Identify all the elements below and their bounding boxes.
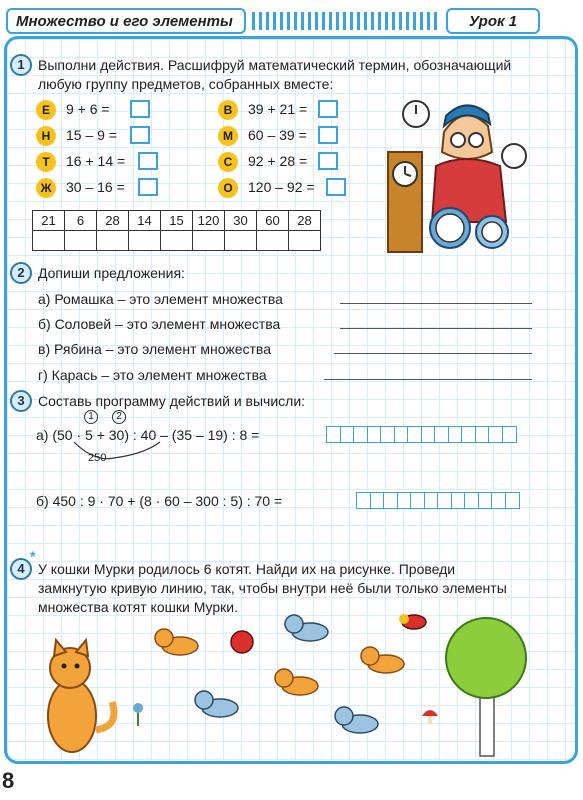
decode-cell: 21 (33, 211, 65, 231)
task-4-text-line3: множества котят кошки Мурки. (38, 599, 238, 615)
cipher-letter: Е (36, 100, 56, 120)
cats-illustration (30, 606, 550, 760)
cipher-letter: Н (36, 126, 56, 146)
answer-cell[interactable] (33, 231, 65, 251)
order-marker: 1 (84, 410, 98, 424)
kitten (275, 669, 318, 695)
cipher-letter: В (218, 100, 238, 120)
task-2-text: Допиши предложения: (38, 265, 185, 281)
task-4-number: 4 (10, 558, 32, 580)
answer-cell[interactable] (289, 231, 321, 251)
answer-cell[interactable] (225, 231, 257, 251)
answer-cell[interactable] (161, 231, 193, 251)
difficulty-star-icon: * (30, 548, 36, 564)
answer-box[interactable] (130, 100, 150, 118)
mother-cat (48, 640, 114, 752)
sentence: а) Ромашка – это элемент множества (38, 291, 283, 307)
task-4-text-line2: замкнутую кривую линию, так, чтобы внутри неё были только элементы (38, 580, 507, 596)
cipher-expression: 120 – 92 = (248, 179, 315, 195)
decode-cell: 28 (97, 211, 129, 231)
cipher-expression: 60 – 39 = (248, 127, 307, 143)
task-3-number: 3 (10, 390, 32, 412)
kitten (155, 629, 198, 655)
kitten (335, 707, 378, 733)
answer-cell[interactable] (129, 231, 161, 251)
hint-arc (64, 440, 164, 464)
tree (446, 618, 526, 756)
order-marker: 2 (112, 410, 126, 424)
small-clock (502, 144, 526, 168)
answer-line[interactable] (340, 328, 532, 329)
cipher-expression: 15 – 9 = (66, 127, 117, 143)
answer-box[interactable] (326, 178, 346, 196)
cipher-expression: 39 + 21 = (248, 101, 308, 117)
answer-box[interactable] (318, 152, 338, 170)
ball (231, 631, 253, 653)
header-stripe (252, 12, 440, 30)
answer-box[interactable] (318, 100, 338, 118)
decode-cell: 14 (129, 211, 161, 231)
decode-cell: 15 (161, 211, 193, 231)
cipher-letter: С (218, 152, 238, 172)
answer-box[interactable] (318, 126, 338, 144)
task-3-text: Составь программу действий и вычисли: (38, 393, 306, 409)
expression-a: а) (50 · 5 + 30) : 40 – (35 – 19) : 8 = (36, 427, 260, 443)
cipher-letter: М (218, 126, 238, 146)
kitten (195, 691, 238, 717)
expression-b: б) 450 : 9 · 70 + (8 · 60 – 300 : 5) : 70 = (36, 493, 283, 509)
mushroom (422, 710, 438, 724)
answer-cell[interactable] (65, 231, 97, 251)
task-4-text-line1: У кошки Мурки родилось 6 котят. Найди их на рисунке. Проведи (38, 561, 456, 577)
task-1-text-line1: Выполни действия. Расшифруй математический термин, обозначающий (38, 57, 512, 73)
decode-table (32, 210, 321, 251)
lesson-number: Урок 1 (446, 8, 540, 34)
kitten (361, 647, 404, 673)
task-1-text-line2: любую группу предметов, собранных вместе: (38, 76, 334, 92)
answer-cell[interactable] (97, 231, 129, 251)
answer-cell[interactable] (193, 231, 225, 251)
flower (133, 703, 143, 726)
decode-cell: 30 (225, 211, 257, 231)
answer-box[interactable] (138, 152, 158, 170)
answer-cell[interactable] (257, 231, 289, 251)
decode-cell: 120 (193, 211, 225, 231)
sentence: б) Соловей – это элемент множества (38, 316, 281, 332)
kitten (285, 615, 328, 641)
cipher-expression: 16 + 14 = (66, 153, 126, 169)
decode-cell: 60 (257, 211, 289, 231)
decode-cell: 28 (289, 211, 321, 231)
cipher-expression: 92 + 28 = (248, 153, 308, 169)
hint-value: 250 (88, 452, 107, 464)
answer-line[interactable] (334, 353, 532, 354)
sentence: в) Рябина – это элемент множества (38, 341, 271, 357)
answer-box[interactable] (130, 126, 150, 144)
answer-boxes-a[interactable] (326, 426, 515, 443)
sentence: г) Карась – это элемент множества (38, 367, 267, 383)
answer-boxes-b[interactable] (356, 492, 518, 509)
cipher-letter: Ж (36, 178, 56, 198)
cipher-letter: Т (36, 152, 56, 172)
answer-line[interactable] (340, 303, 532, 304)
task-1-number: 1 (10, 54, 32, 76)
answer-line[interactable] (324, 379, 532, 380)
cipher-expression: 30 – 16 = (66, 179, 125, 195)
cipher-expression: 9 + 6 = (66, 101, 110, 117)
lesson-title: Множество и его элементы (6, 8, 246, 34)
decode-cell: 6 (65, 211, 97, 231)
page-number: 8 (2, 768, 15, 793)
task-2-number: 2 (10, 262, 32, 284)
clockmaker-illustration (384, 92, 540, 260)
answer-box[interactable] (138, 178, 158, 196)
cipher-letter: О (218, 178, 238, 198)
bird (399, 614, 426, 629)
